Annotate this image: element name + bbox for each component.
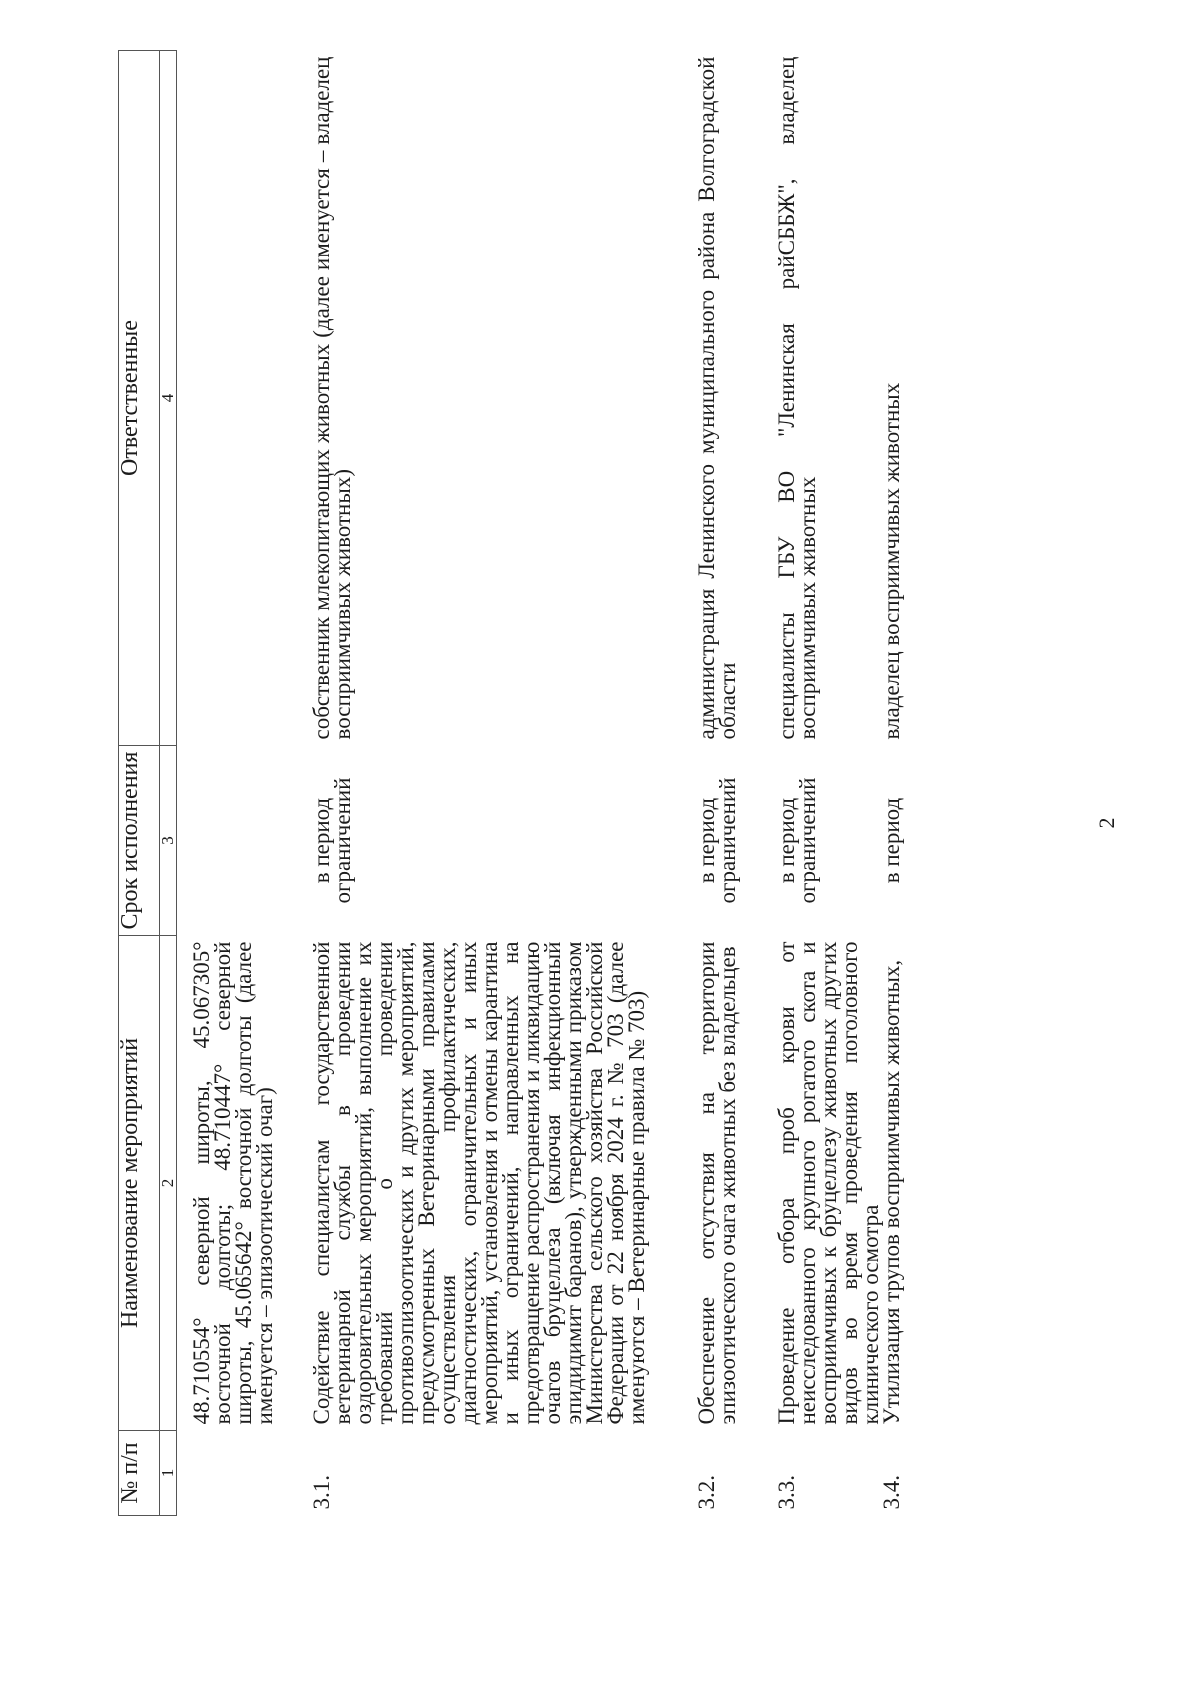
row-number: 3.1. [309,1475,334,1510]
table-row [311,51,696,1516]
measure-responsible: владелец восприимчивых животных [879,382,904,740]
column-number: 4 [160,51,177,746]
measure-name: Проведение отбора проб крови от неисследованного крупного рогатого скота и восприимчивых к бруцеллезу животных других видов во время проведения поголовного клинического осмотра [774,941,883,1425]
measure-name: Утилизация трупов восприимчивых животных, [879,959,904,1425]
measure-responsible [177,51,312,746]
measure-term: в период [879,797,904,884]
column-number: 1 [160,1431,177,1516]
measures-table [118,50,911,1516]
measure-name: 48.710554° северной широты, 45.067305° восточной долготы; 48.710447° северной широты, 45.065642° восточной долготы (далее именуется – эпизоотический очаг) [189,941,277,1425]
header-term: Срок исполнения [119,746,160,936]
table-header-row [119,51,160,1516]
measure-name: Обеспечение отсутствия на территории эпизоотического очага животных без владельцев [694,941,740,1425]
measure-term [177,746,312,936]
header-responsible: Ответственные [119,51,160,746]
table-row [776,51,881,1516]
column-number-row [160,51,177,1516]
measure-term: в период ограничений [309,777,355,904]
measure-name: Содействие специалистам государственной ветеринарной службы в проведении оздоровительных мероприятий, выполнение их требований о проведении противоэпизоотических и других мероприятий, предусмотренных Ветеринарными правилами осуществления профилактических, диагностических, ограничительных и иных мероприятий, установления и отмены карантина и иных ограничений, направленных на предотвращение распространения и ликвидацию очагов бруцеллеза (включая инфекционный эпидидимит баранов), утвержденными приказом Министерства сельского хозяйства Российской Федерации от 22 ноября 2024 г. № 703 (далее именуются – Ветеринарные правила № 703) [309,941,649,1425]
row-number: 3.4. [879,1475,904,1510]
row-number: 3.3. [774,1475,799,1510]
row-number: 3.2. [694,1475,719,1510]
table-row [881,51,911,1516]
measure-responsible: собственник млекопитающих животных (далее именуется – владелец восприимчивых животных) [309,56,355,740]
header-name: Наименование мероприятий [119,936,160,1431]
column-number: 2 [160,936,177,1431]
page-number: 2 [1094,817,1119,829]
measure-responsible: специалисты ГБУ ВО "Ленинская райСББЖ", владелец восприимчивых животных [774,56,820,740]
measure-responsible: администрация Ленинского муниципального района Волгоградской области [694,56,740,740]
column-number: 3 [160,746,177,936]
table-row [177,51,312,1516]
table-row [696,51,776,1516]
measure-term: в период ограничений [694,777,740,904]
header-num: № п/п [119,1431,160,1516]
measure-term: в период ограничений [774,777,820,904]
row-number [177,1431,312,1516]
